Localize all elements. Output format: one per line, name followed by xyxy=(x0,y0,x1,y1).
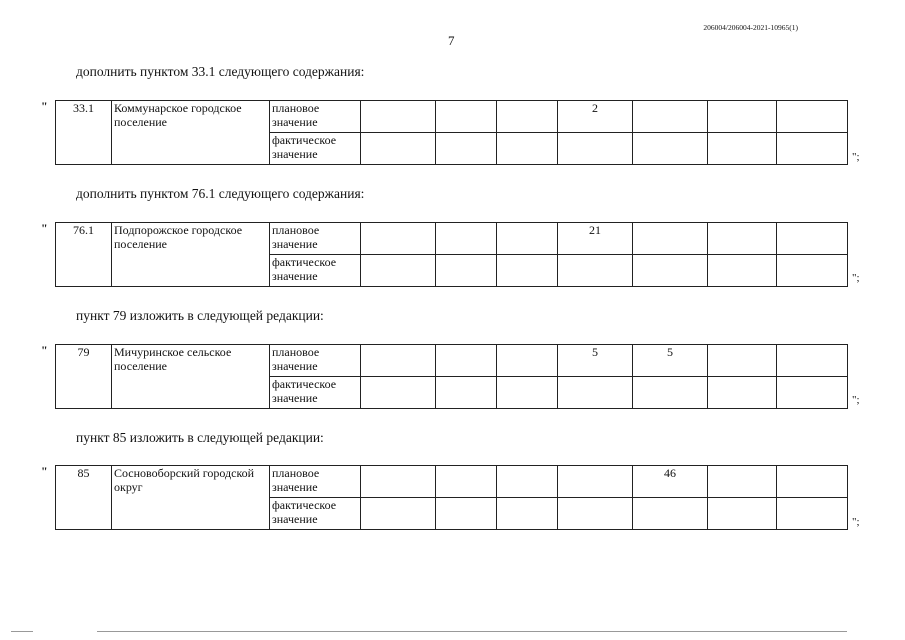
planned-value-cell xyxy=(361,466,436,498)
planned-value-cell xyxy=(708,101,777,133)
planned-value-cell xyxy=(497,466,558,498)
planned-value-cell xyxy=(436,466,497,498)
actual-value-cell xyxy=(708,377,777,409)
planned-value-cell xyxy=(777,345,848,377)
actual-value-cell xyxy=(497,377,558,409)
settlement-name: Коммунарское городское поселение xyxy=(112,101,270,165)
item-number: 85 xyxy=(56,466,112,530)
amendment-heading: дополнить пунктом 76.1 следующего содержания: xyxy=(76,186,365,201)
planned-value-cell: 5 xyxy=(558,345,633,377)
closing-quote: "; xyxy=(852,394,860,406)
actual-value-cell xyxy=(558,377,633,409)
amendment-heading: пункт 79 изложить в следующей редакции: xyxy=(76,308,324,323)
actual-value-cell xyxy=(497,498,558,530)
actual-label: фактическое значение xyxy=(270,133,361,165)
planned-value-cell: 2 xyxy=(558,101,633,133)
bottom-rule xyxy=(97,631,847,632)
actual-value-cell xyxy=(708,255,777,287)
actual-value-cell xyxy=(633,377,708,409)
planned-value-cell xyxy=(361,101,436,133)
amendment-heading: пункт 85 изложить в следующей редакции: xyxy=(76,430,324,445)
item-number: 76.1 xyxy=(56,223,112,287)
amendment-table xyxy=(55,344,848,409)
planned-value-cell xyxy=(436,223,497,255)
actual-value-cell xyxy=(436,377,497,409)
actual-value-cell xyxy=(633,498,708,530)
planned-value-cell: 5 xyxy=(633,345,708,377)
actual-value-cell xyxy=(436,133,497,165)
actual-label: фактическое значение xyxy=(270,377,361,409)
actual-value-cell xyxy=(777,377,848,409)
actual-value-cell xyxy=(436,255,497,287)
planned-value-cell xyxy=(777,101,848,133)
actual-value-cell xyxy=(633,255,708,287)
planned-value-cell xyxy=(497,223,558,255)
table-row-planned xyxy=(56,223,848,255)
actual-label: фактическое значение xyxy=(270,255,361,287)
actual-value-cell xyxy=(361,377,436,409)
planned-value-cell xyxy=(436,345,497,377)
opening-quote: " xyxy=(41,221,48,235)
actual-value-cell xyxy=(777,133,848,165)
planned-value-cell xyxy=(777,223,848,255)
closing-quote: "; xyxy=(852,151,860,163)
item-number: 33.1 xyxy=(56,101,112,165)
settlement-name: Сосновоборский городской округ xyxy=(112,466,270,530)
table-row-planned xyxy=(56,345,848,377)
document-code: 206004/206004-2021-10965(1) xyxy=(703,23,798,32)
planned-value-cell: 46 xyxy=(633,466,708,498)
actual-value-cell xyxy=(777,498,848,530)
planned-value-cell xyxy=(558,466,633,498)
planned-label: плановое значение xyxy=(270,345,361,377)
actual-value-cell xyxy=(633,133,708,165)
planned-value-cell xyxy=(708,345,777,377)
planned-value-cell xyxy=(436,101,497,133)
bottom-tick xyxy=(11,631,33,632)
table-row-planned xyxy=(56,466,848,498)
closing-quote: "; xyxy=(852,516,860,528)
page-number: 7 xyxy=(448,33,455,48)
amendment-table xyxy=(55,222,848,287)
planned-label: плановое значение xyxy=(270,223,361,255)
opening-quote: " xyxy=(41,464,48,478)
planned-value-cell xyxy=(361,223,436,255)
settlement-name: Мичуринское сельское поселение xyxy=(112,345,270,409)
planned-value-cell xyxy=(361,345,436,377)
planned-value-cell xyxy=(497,101,558,133)
closing-quote: "; xyxy=(852,272,860,284)
settlement-name: Подпорожское городское поселение xyxy=(112,223,270,287)
table-row-planned xyxy=(56,101,848,133)
actual-value-cell xyxy=(558,255,633,287)
planned-label: плановое значение xyxy=(270,466,361,498)
actual-value-cell xyxy=(777,255,848,287)
opening-quote: " xyxy=(41,99,48,113)
opening-quote: " xyxy=(41,343,48,357)
amendment-table xyxy=(55,465,848,530)
actual-value-cell xyxy=(361,133,436,165)
planned-value-cell xyxy=(708,466,777,498)
amendment-heading: дополнить пунктом 33.1 следующего содержания: xyxy=(76,64,365,79)
planned-value-cell xyxy=(633,101,708,133)
planned-value-cell xyxy=(633,223,708,255)
actual-value-cell xyxy=(497,133,558,165)
planned-value-cell xyxy=(708,223,777,255)
actual-value-cell xyxy=(558,133,633,165)
planned-value-cell xyxy=(777,466,848,498)
actual-value-cell xyxy=(436,498,497,530)
actual-value-cell xyxy=(361,255,436,287)
actual-value-cell xyxy=(558,498,633,530)
actual-value-cell xyxy=(361,498,436,530)
planned-value-cell: 21 xyxy=(558,223,633,255)
amendment-table xyxy=(55,100,848,165)
actual-value-cell xyxy=(708,133,777,165)
actual-value-cell xyxy=(708,498,777,530)
item-number: 79 xyxy=(56,345,112,409)
planned-label: плановое значение xyxy=(270,101,361,133)
planned-value-cell xyxy=(497,345,558,377)
actual-value-cell xyxy=(497,255,558,287)
actual-label: фактическое значение xyxy=(270,498,361,530)
